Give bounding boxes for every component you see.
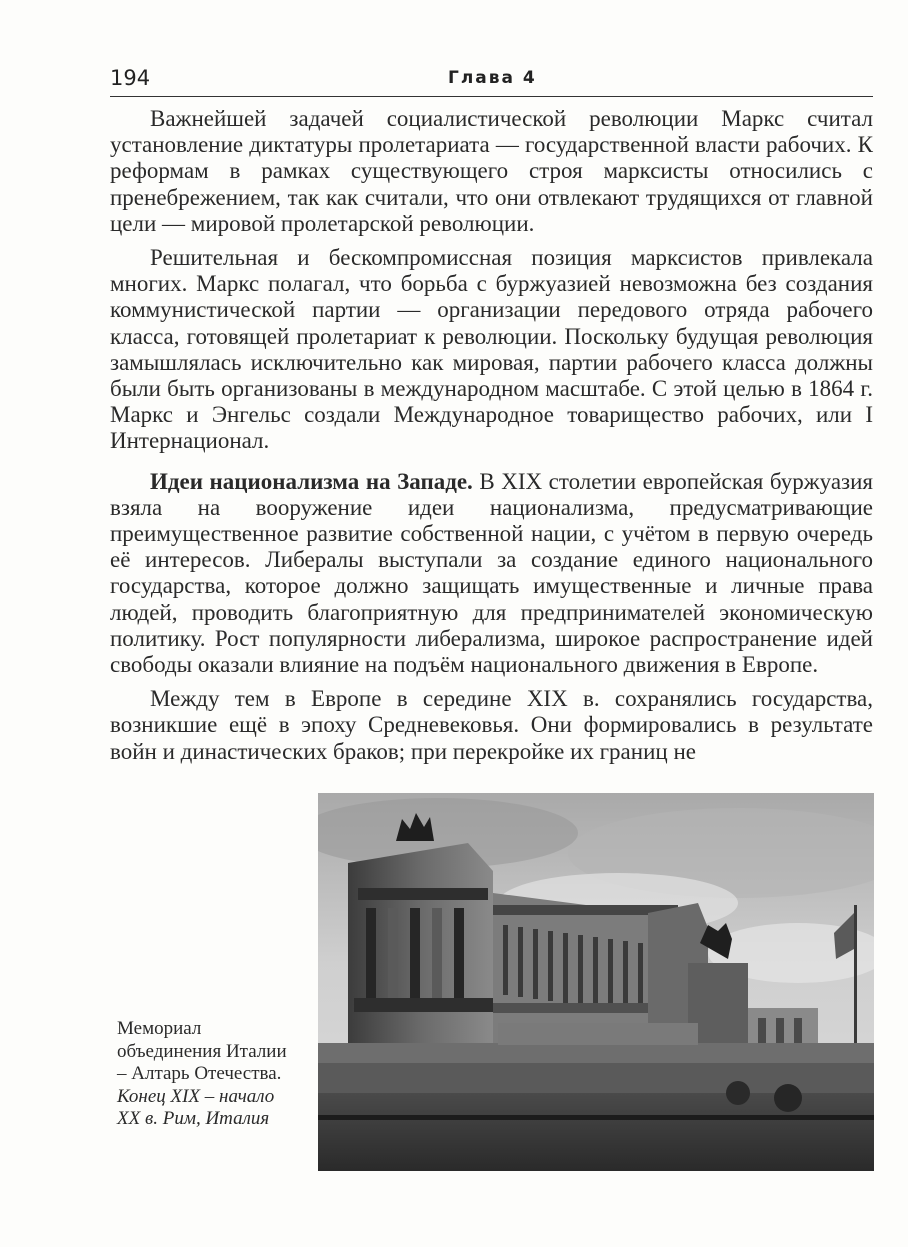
vittoriano-photo — [318, 793, 874, 1171]
caption-title: Мемориал объединения Италии – Алтарь Отечества. — [117, 1018, 287, 1084]
paragraph-nationalism — [110, 469, 873, 679]
section-heading-nationalism: Идеи национализма на Западе. — [150, 468, 473, 494]
page-number: 194 — [110, 66, 151, 90]
paragraph-nationalism-text: В XIX столетии европейская буржуазия взяла на вооружение идеи национализма, предусматривающие преимущественное развитие собственной нации, с учётом в первую очередь её интересов. Либералы выступали за создание единого национального государства, которое должно защищать имущественные и личные права людей, проводить благоприятную для предпринимателей экономическую политику. Рост популярности либерализма, широкое распространение идей свободы оказали влияние на подъём национального движения в Европе. — [110, 468, 873, 678]
header-rule — [110, 96, 873, 97]
figure-caption — [117, 1018, 297, 1131]
paragraph-dictatorship: Важнейшей задачей социалистической революции Маркс считал установление диктатуры пролетариата — государственной власти рабочих. К реформам в рамках существующего строя марксисты относились с пренебрежением, так как считали, что они отвлекают трудящихся от главной цели — мировой пролетарской революции. — [110, 106, 873, 236]
chapter-title: Глава 4 — [448, 68, 537, 88]
body-text — [110, 106, 873, 765]
paragraph-medieval-states: Между тем в Европе в середине XIX в. сохранялись государства, возникшие ещё в эпоху Средневековья. Они формировались в результате войн и династических браков; при перекройке их границ не — [110, 686, 873, 764]
caption-date-place: Конец XIX – начало XX в. Рим, Италия — [117, 1085, 275, 1129]
paragraph-first-international: Решительная и бескомпромиссная позиция марксистов привлекала многих. Маркс полагал, что борьба с буржуазией невозможна без создания коммунистической партии — организации передового отряда рабочего класса, готовящей пролетариат к революции. Поскольку будущая революция замышлялась исключительно как мировая, партии рабочего класса должны были быть организованы в международном масштабе. С этой целью в 1864 г. Маркс и Энгельс создали Международное товарищество рабочих, или I Интернационал. — [110, 245, 873, 454]
